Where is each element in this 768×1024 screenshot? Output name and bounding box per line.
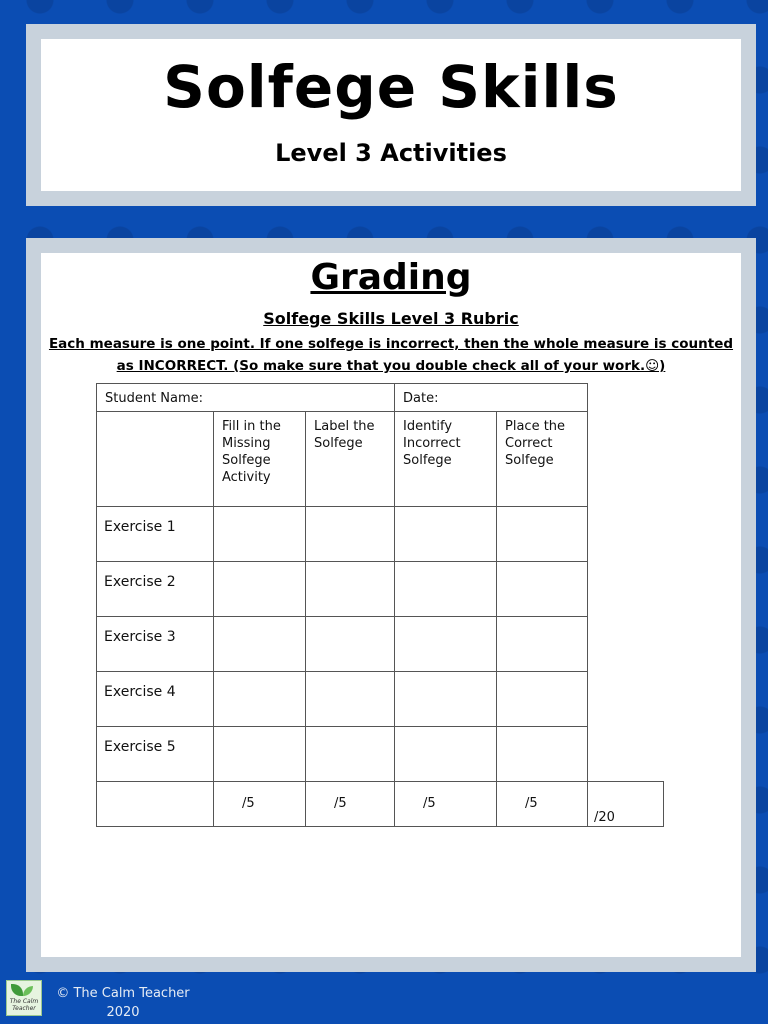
score-cell[interactable] <box>395 562 497 617</box>
grading-heading: Grading <box>310 257 472 298</box>
column-header <box>497 412 588 507</box>
column-header <box>214 412 306 507</box>
score-cell[interactable] <box>497 507 588 562</box>
student-name-cell[interactable] <box>97 384 395 412</box>
row-label-cell <box>97 727 214 782</box>
score-cell[interactable] <box>214 562 306 617</box>
score-cell[interactable] <box>306 672 395 727</box>
date-cell[interactable] <box>395 384 588 412</box>
table-row <box>97 562 664 617</box>
corner-cell <box>97 412 214 507</box>
column-total: /5 <box>525 796 538 811</box>
exercise-label: Exercise 2 <box>104 574 176 590</box>
column-header-label: Label the Solfege <box>314 419 375 451</box>
grading-panel <box>41 253 741 957</box>
column-header <box>395 412 497 507</box>
rubric-table <box>96 383 664 827</box>
footer <box>6 980 206 1020</box>
score-cell[interactable] <box>214 507 306 562</box>
grading-instructions: Each measure is one point. If one solfege is incorrect, then the whole measure is counted as INCORRECT. (So make sure that you double check all of your work.☺) <box>48 336 734 374</box>
date-label: Date: <box>403 391 439 406</box>
totals-label-cell <box>97 782 214 827</box>
exercise-label: Exercise 1 <box>104 519 176 535</box>
score-cell[interactable] <box>497 727 588 782</box>
grand-total-cell[interactable] <box>588 782 664 827</box>
column-total-cell[interactable] <box>497 782 588 827</box>
table-row <box>97 507 664 562</box>
totals-row <box>97 782 664 827</box>
score-cell[interactable] <box>214 727 306 782</box>
table-row <box>97 672 664 727</box>
leaf-icon <box>23 986 33 996</box>
page-title: Solfege Skills <box>163 53 619 121</box>
row-label-cell <box>97 672 214 727</box>
score-cell[interactable] <box>395 507 497 562</box>
page-subtitle: Level 3 Activities <box>275 139 507 167</box>
score-cell[interactable] <box>214 672 306 727</box>
column-total-cell[interactable] <box>306 782 395 827</box>
score-cell[interactable] <box>497 562 588 617</box>
rubric-header-row <box>97 384 664 412</box>
score-cell[interactable] <box>497 672 588 727</box>
score-cell[interactable] <box>306 507 395 562</box>
row-label-cell <box>97 507 214 562</box>
row-label-cell <box>97 617 214 672</box>
copyright-credit: © The Calm Teacher 2020 <box>56 986 190 1020</box>
column-total: /5 <box>334 796 347 811</box>
score-cell[interactable] <box>306 562 395 617</box>
exercise-label: Exercise 4 <box>104 684 176 700</box>
score-cell[interactable] <box>395 727 497 782</box>
column-header-label: Identify Incorrect Solfege <box>403 419 461 468</box>
leaf-icon <box>11 984 23 996</box>
score-cell[interactable] <box>214 617 306 672</box>
column-total-cell[interactable] <box>395 782 497 827</box>
logo-text: The Calm Teacher <box>9 998 39 1012</box>
column-header-label: Place the Correct Solfege <box>505 419 566 468</box>
exercise-label: Exercise 3 <box>104 629 176 645</box>
column-total: /5 <box>242 796 255 811</box>
exercise-label: Exercise 5 <box>104 739 176 755</box>
score-cell[interactable] <box>306 617 395 672</box>
score-cell[interactable] <box>395 617 497 672</box>
calm-teacher-logo <box>6 980 42 1016</box>
table-row <box>97 727 664 782</box>
score-cell[interactable] <box>497 617 588 672</box>
column-total-cell[interactable] <box>214 782 306 827</box>
rubric-column-headers <box>97 412 664 507</box>
score-cell[interactable] <box>306 727 395 782</box>
table-row <box>97 617 664 672</box>
rubric-title: Solfege Skills Level 3 Rubric <box>263 309 519 328</box>
student-name-label: Student Name: <box>105 391 204 406</box>
column-header <box>306 412 395 507</box>
score-cell[interactable] <box>395 672 497 727</box>
column-header-label: Fill in the Missing Solfege Activity <box>222 419 281 485</box>
header-panel <box>41 39 741 191</box>
column-total: /5 <box>423 796 436 811</box>
grand-total: /20 <box>594 810 615 825</box>
grading-frame <box>26 238 756 972</box>
row-label-cell <box>97 562 214 617</box>
header-frame <box>26 24 756 206</box>
